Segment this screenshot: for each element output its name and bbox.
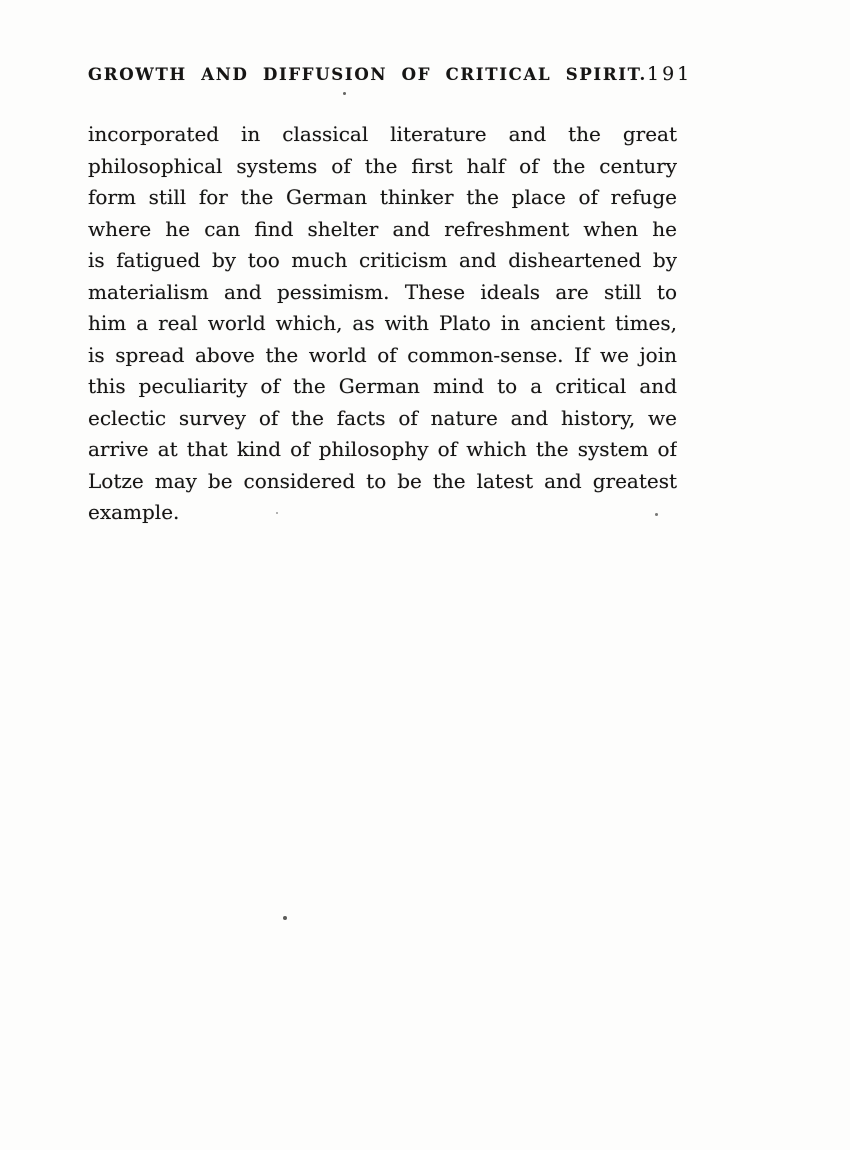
- text-line: incorporated in classical literature and the great: [88, 122, 677, 146]
- body-paragraph: [88, 119, 677, 529]
- page-number: 191: [646, 63, 693, 85]
- scan-speck: [343, 92, 346, 95]
- scan-speck: [276, 512, 278, 514]
- text-line: form still for the German thinker the place of refuge: [88, 185, 677, 209]
- text-line: arrive at that kind of philosophy of which the system of: [88, 437, 677, 461]
- text-line: is fatigued by too much criticism and disheartened by: [88, 248, 677, 272]
- text-line: materialism and pessimism. These ideals are still to: [88, 279, 677, 304]
- text-line: where he can find shelter and refreshment when he: [88, 216, 677, 241]
- text-line: him a real world which, as with Plato in ancient times,: [88, 311, 677, 335]
- text-line: eclectic survey of the facts of nature and history, we: [88, 405, 677, 430]
- text-line: this peculiarity of the German mind to a critical and: [88, 374, 677, 398]
- running-header: [88, 63, 693, 85]
- text-line: example.: [88, 500, 180, 524]
- text-line: Lotze may be considered to be the latest and greatest: [88, 468, 677, 493]
- text-line: philosophical systems of the first half of the century: [88, 153, 677, 178]
- text-line: is spread above the world of common-sense. If we join: [88, 342, 677, 367]
- scan-speck: [655, 513, 658, 516]
- scan-speck: [283, 916, 287, 920]
- running-header-title: GROWTH AND DIFFUSION OF CRITICAL SPIRIT.: [88, 65, 647, 84]
